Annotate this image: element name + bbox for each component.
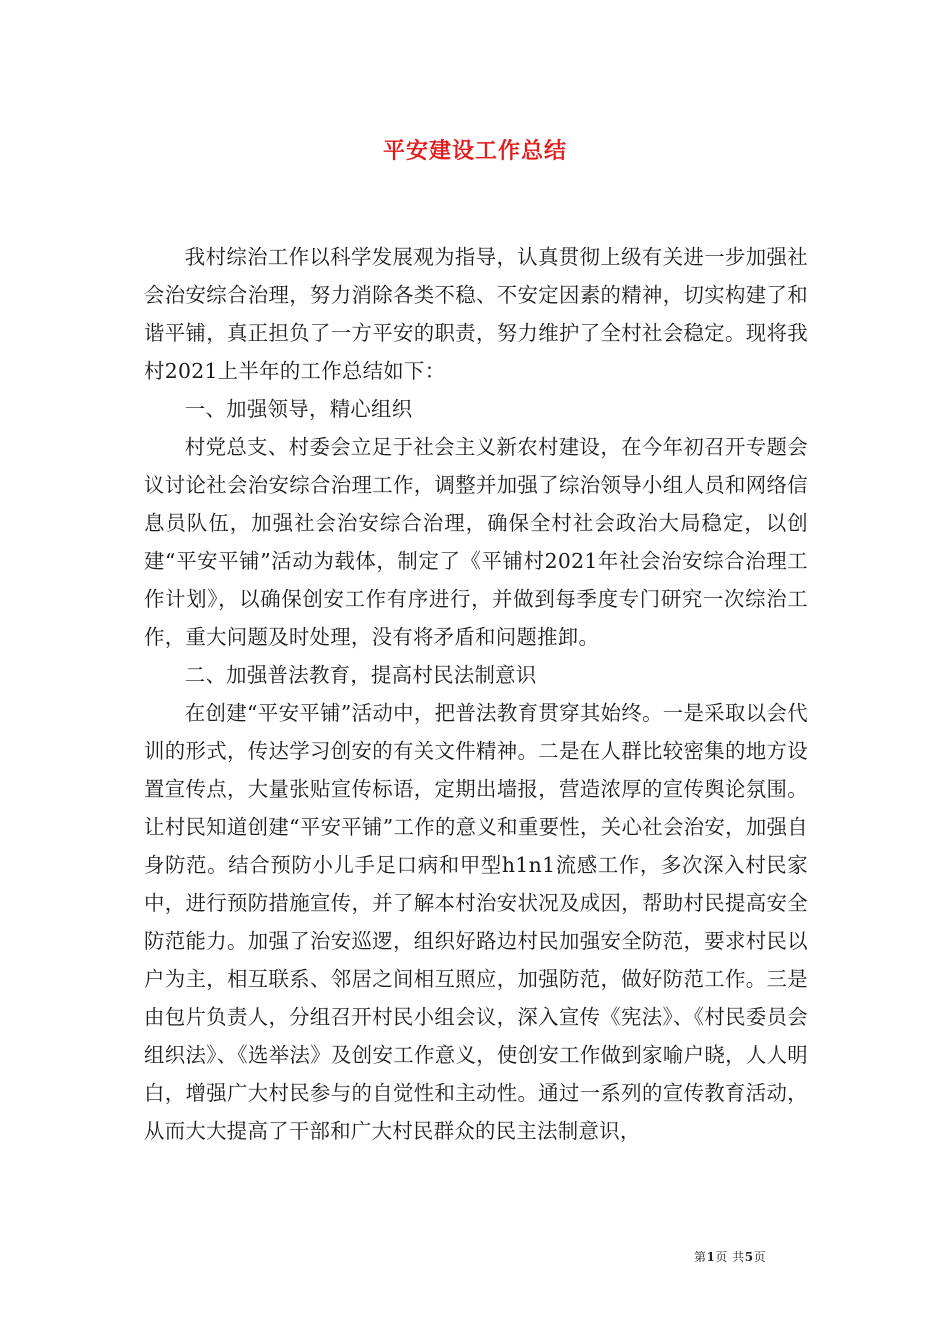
footer-current-page: 1 [706, 1250, 716, 1264]
section-1-paragraph: 村党总支、村委会立足于社会主义新农村建设，在今年初召开专题会议讨论社会治安综合治理工作，调整并加强了综治领导小组人员和网络信息员队伍，加强社会治安综合治理，确保全村社会政治大局稳定，以创建“平安平铺”活动为载体，制定了《平铺村2021年社会治安综合治理工作计划》，以确保创安工作有序进行，并做到每季度专门研究一次综治工作，重大问题及时处理，没有将矛盾和问题推卸。 [144, 435, 808, 649]
footer-total-pages: 5 [744, 1250, 754, 1264]
footer-prefix: 第 [694, 1250, 707, 1264]
section-2-paragraph: 在创建“平安平铺”活动中，把普法教育贯穿其始终。一是采取以会代训的形式，传达学习创安的有关文件精神。二是在人群比较密集的地方设置宣传点，大量张贴宣传标语，定期出墙报，营造浓厚的宣传舆论氛围。让村民知道创建“平安平铺”工作的意义和重要性，关心社会治安，加强自身防范。结合预防小儿手足口病和甲型h1n1流感工作，多次深入村民家中，进行预防措施宣传，并了解本村治安状况及成因，帮助村民提高安全防范能力。加强了治安巡逻，组织好路边村民加强安全防范，要求村民以户为主，相互联系、邻居之间相互照应，加强防范，做好防范工作。三是由包片负责人，分组召开村民小组会议，深入宣传《宪法》、《村民委员会组织法》、《选举法》及创安工作意义，使创安工作做到家喻户晓，人人明白，增强广大村民参与的自觉性和主动性。通过一系列的宣传教育活动，从而大大提高了干部和广大村民群众的民主法制意识， [144, 701, 808, 1143]
section-heading-2: 二、加强普法教育，提高村民法制意识 [184, 663, 537, 687]
footer-suffix: 页 [753, 1250, 767, 1264]
page-number-footer [694, 1248, 766, 1265]
footer-middle: 页 共 [715, 1250, 745, 1264]
document-body [144, 238, 808, 1150]
document-title: 平安建设工作总结 [382, 138, 567, 164]
intro-paragraph: 我村综治工作以科学发展观为指导，认真贯彻上级有关进一步加强社会治安综合治理，努力消除各类不稳、不安定因素的精神，切实构建了和谐平铺，真正担负了一方平安的职责，努力维护了全村社会稳定。现将我村2021上半年的工作总结如下： [144, 245, 808, 383]
section-heading-1: 一、加强领导，精心组织 [184, 397, 413, 421]
